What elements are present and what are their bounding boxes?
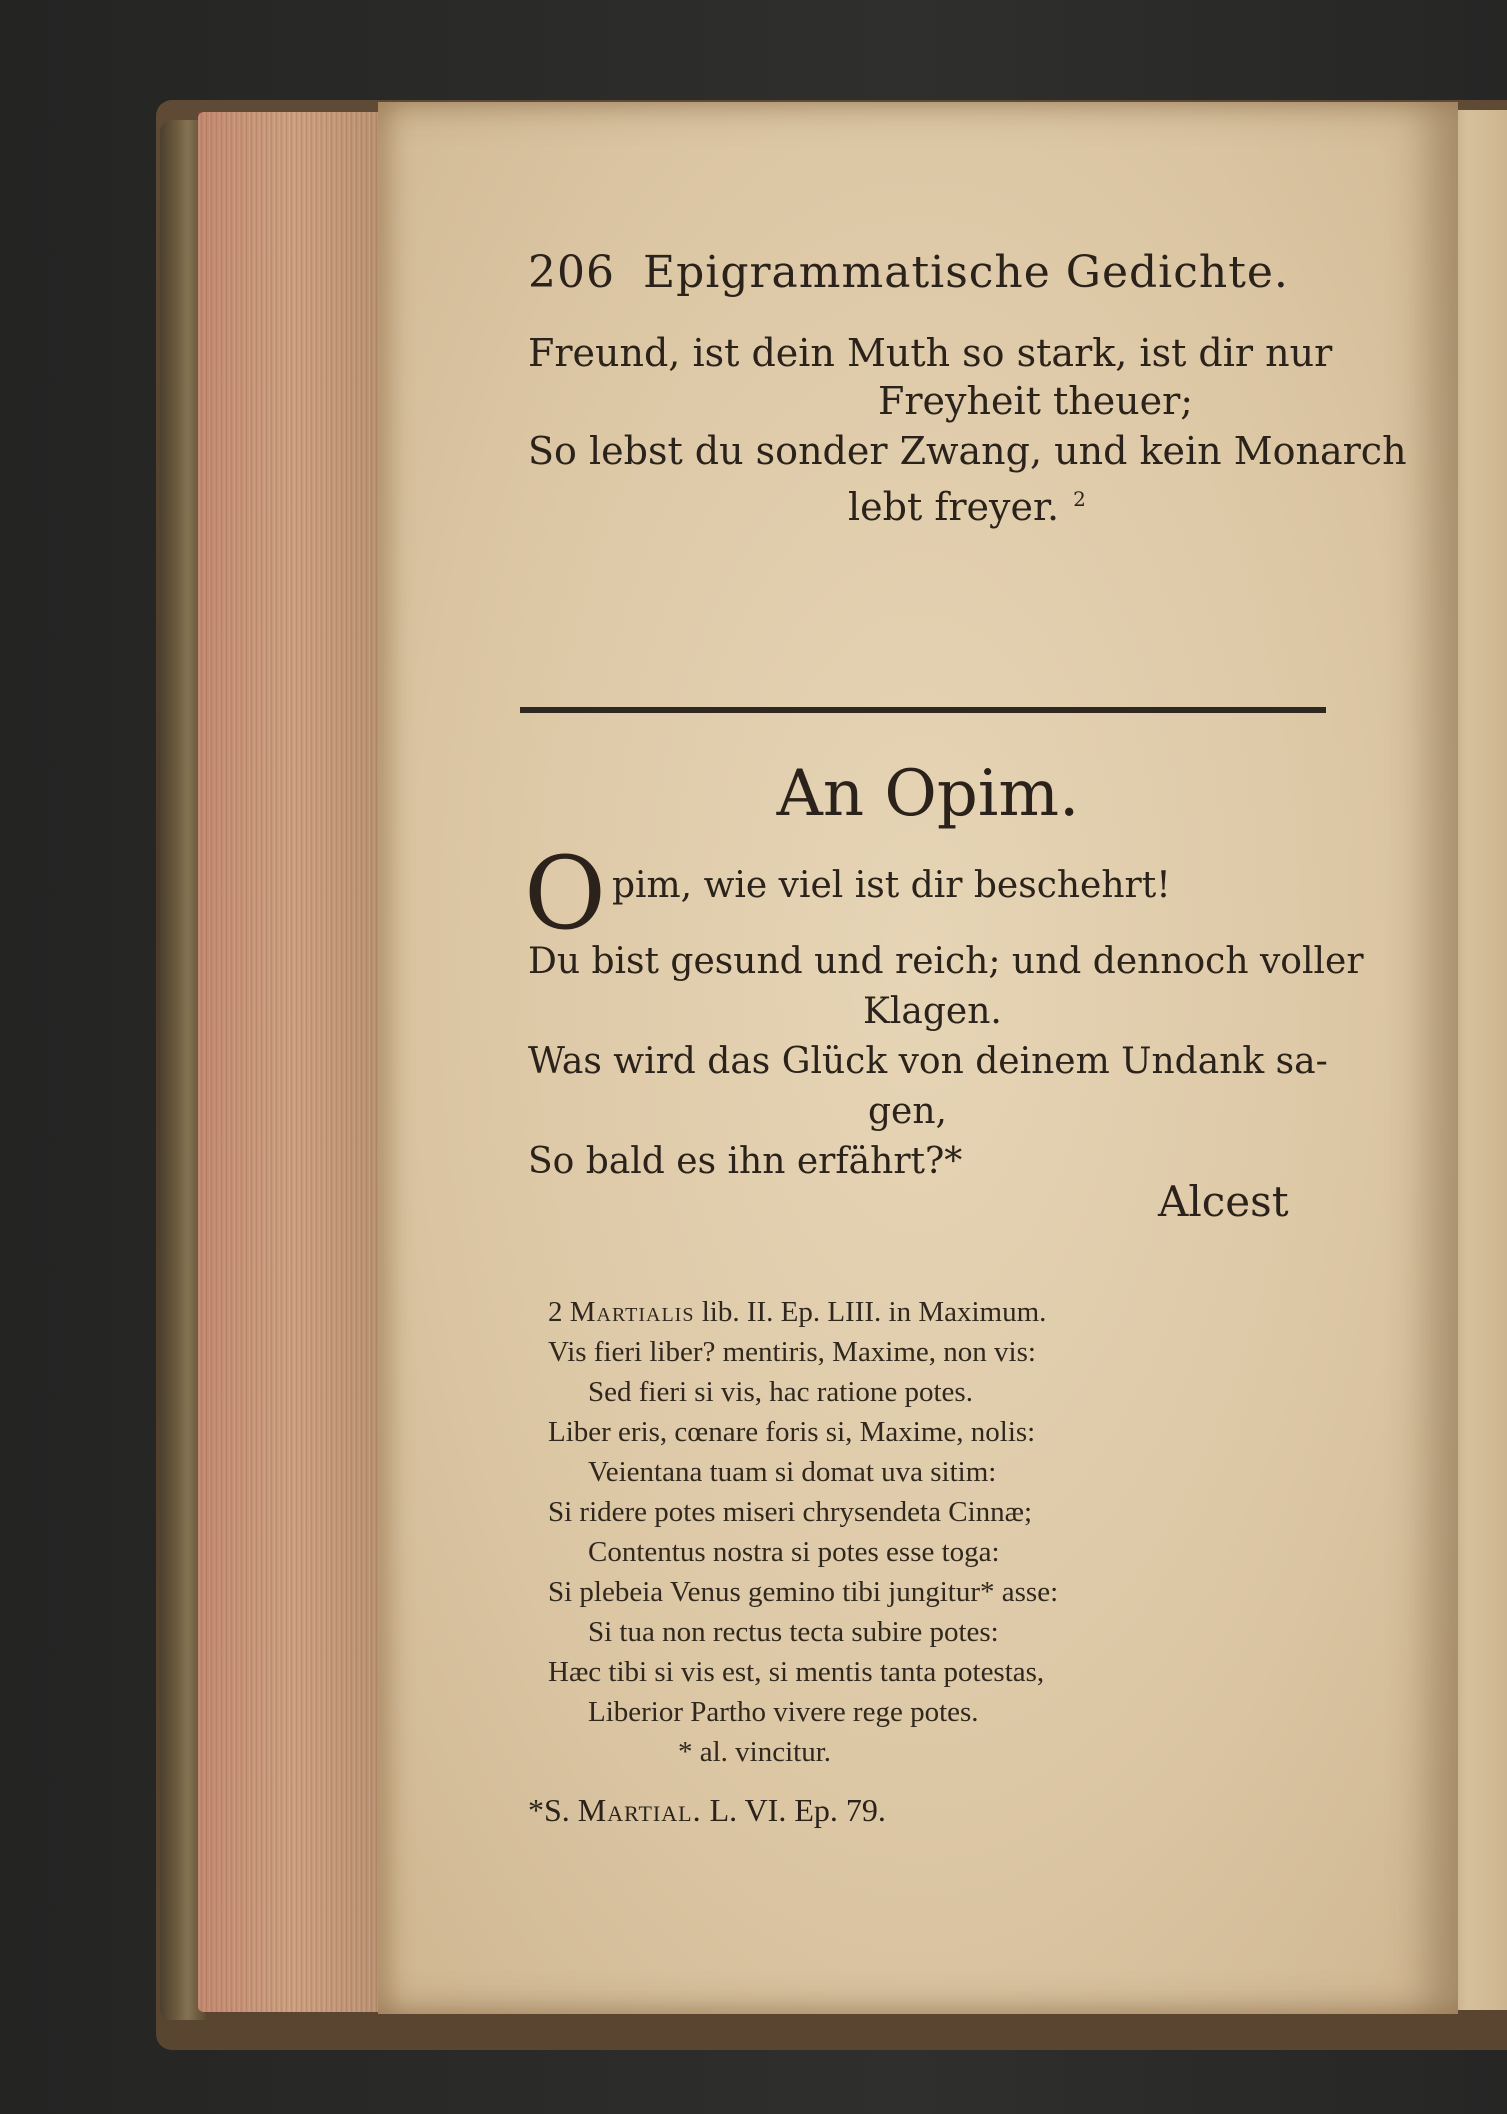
page-number: 206: [528, 247, 615, 298]
poem-title: An Opim.: [776, 757, 1080, 831]
verse-line: Freund, ist dein Muth so stark, ist dir nur: [528, 331, 1333, 375]
note-heading: 2 Martialis lib. II. Ep. LIII. in Maximum.: [548, 1296, 1047, 1328]
poem-line: Du bist gesund und reich; und dennoch voller: [528, 941, 1364, 982]
page-edges: [198, 112, 388, 2012]
poem-line: pim, wie viel ist dir beschehrt!: [611, 865, 1171, 906]
note-line: Vis fieri liber? mentiris, Maxime, non vis:: [548, 1336, 1036, 1368]
note-line: Liberior Partho vivere rege potes.: [588, 1696, 979, 1728]
drop-cap: O: [524, 835, 606, 952]
verse-line: lebt freyer. $^2$: [848, 484, 1086, 529]
poem-line: So bald es ihn erfährt?*: [528, 1141, 963, 1182]
note-variant: * al. vincitur.: [678, 1736, 832, 1768]
note-line: Veientana tuam si domat uva sitim:: [588, 1456, 997, 1488]
section-divider: [520, 707, 1326, 713]
note-marker: 2: [1073, 487, 1086, 511]
running-title: Epigrammatische Gedichte.: [642, 247, 1289, 298]
poem-author: Alcest: [1158, 1177, 1289, 1226]
note-line: Si tua non rectus tecta subire potes:: [588, 1616, 999, 1648]
source-footnote: *S. Martial. L. VI. Ep. 79.: [528, 1792, 886, 1828]
latin-footnote: [548, 1292, 1328, 1772]
note-line: Contentus nostra si potes esse toga:: [588, 1536, 1000, 1568]
note-line: Sed fieri si vis, hac ratione potes.: [588, 1376, 973, 1408]
poem-body: [524, 835, 1364, 1187]
poem-line: gen,: [868, 1091, 947, 1132]
verse-line: Freyheit theuer;: [878, 379, 1194, 423]
poem-line: Was wird das Glück von deinem Undank sa-: [528, 1041, 1328, 1082]
note-line: Liber eris, cœnare foris si, Maxime, nolis:: [548, 1416, 1036, 1448]
note-line: Hæc tibi si vis est, si mentis tanta potestas,: [548, 1656, 1045, 1688]
book-page: [378, 102, 1458, 2014]
note-line: Si ridere potes miseri chrysendeta Cinnæ;: [548, 1496, 1033, 1528]
verse-line: So lebst du sonder Zwang, und kein Monarch: [528, 429, 1407, 473]
running-head: [528, 247, 1348, 298]
poem-line: Klagen.: [863, 991, 1002, 1032]
note-line: Si plebeia Venus gemino tibi jungitur* asse:: [548, 1576, 1059, 1608]
